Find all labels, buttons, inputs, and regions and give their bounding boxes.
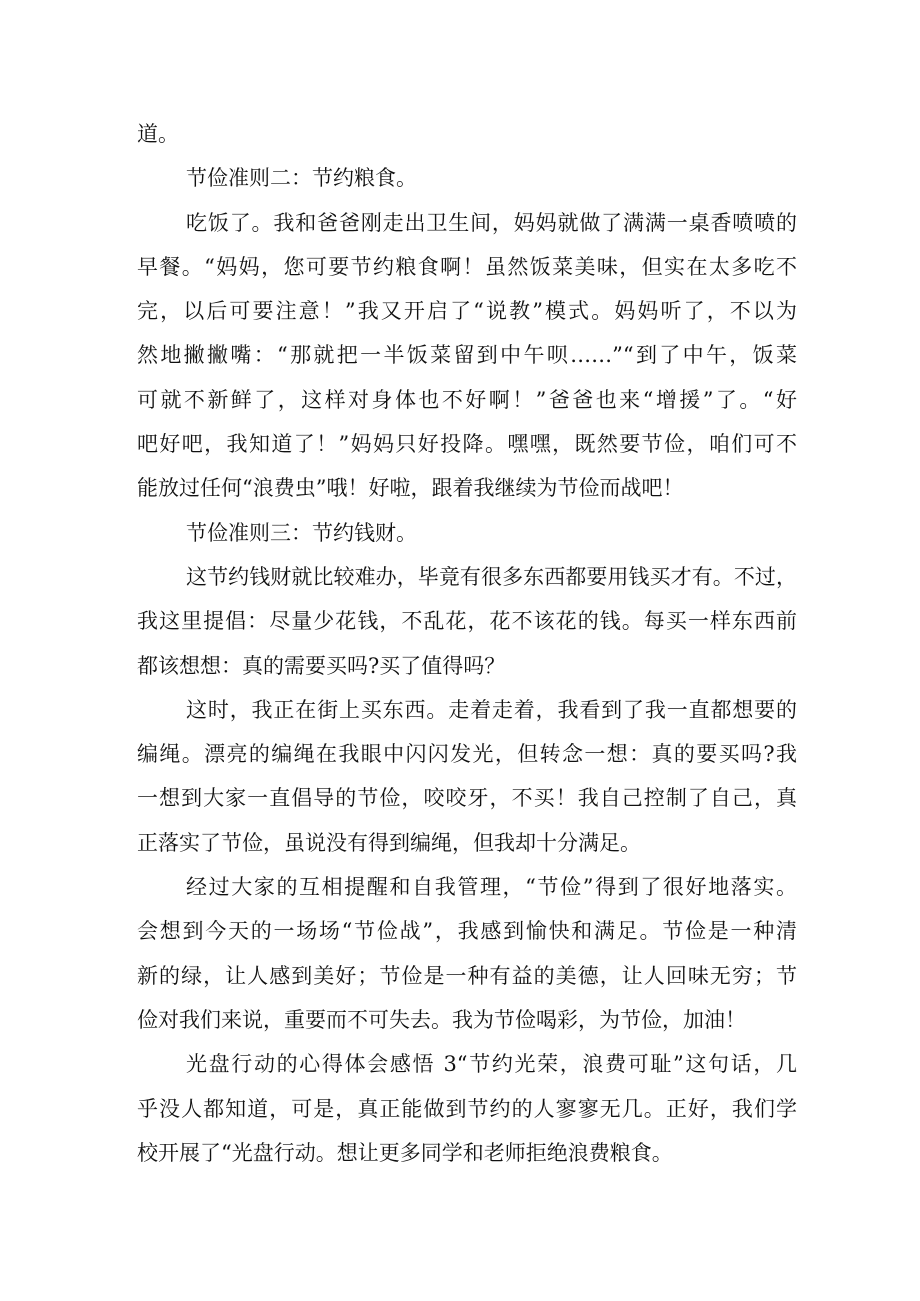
text-line: 早餐。“妈妈，您可要节约粮食啊！虽然饭菜美味，但实在太多吃不 bbox=[137, 254, 797, 279]
text-line: 完，以后可要注意！”我又开启了“说教”模式。妈妈听了，不以为 bbox=[137, 299, 797, 324]
text-line: 道。 bbox=[137, 122, 179, 146]
text-line: 吃饭了。我和爸爸刚走出卫生间，妈妈就做了满满一桌香喷喷的 bbox=[186, 210, 797, 235]
text-line: 光盘行动的心得体会感悟 3“节约光荣，浪费可耻”这句话，几 bbox=[186, 1052, 797, 1077]
text-line: 这节约钱财就比较难办，毕竟有很多东西都要用钱买才有。不过， bbox=[186, 564, 797, 589]
text-line: 我这里提倡：尽量少花钱，不乱花，花不该花的钱。每买一样东西前 bbox=[137, 609, 797, 634]
text-line: 能放过任何“浪费虫”哦！好啦，跟着我继续为节俭而战吧！ bbox=[137, 476, 684, 501]
text-line: 可就不新鲜了，这样对身体也不好啊！”爸爸也来“增援”了。“好 bbox=[137, 387, 797, 412]
text-line: 正落实了节俭，虽说没有得到编绳，但我却十分满足。 bbox=[137, 830, 641, 855]
text-line: 经过大家的互相提醒和自我管理，“节俭”得到了很好地落实。 bbox=[186, 875, 797, 900]
text-line: 俭对我们来说，重要而不可失去。我为节俭喝彩，为节俭，加油！ bbox=[137, 1007, 746, 1032]
text-line: 会想到今天的一场场“节俭战”，我感到愉快和满足。节俭是一种清 bbox=[137, 919, 797, 944]
text-line: 都该想想：真的需要买吗?买了值得吗？ bbox=[137, 653, 506, 678]
text-line: 新的绿，让人感到美好；节俭是一种有益的美德，让人回味无穷；节 bbox=[137, 963, 797, 988]
text-line: 一想到大家一直倡导的节俭，咬咬牙，不买！我自己控制了自己，真 bbox=[137, 786, 797, 811]
text-line: 校开展了“光盘行动。想让更多同学和老师拒绝浪费粮食。 bbox=[137, 1140, 673, 1165]
document-body bbox=[137, 112, 797, 1175]
text-line: 节俭准则三：节约钱财。 bbox=[186, 520, 417, 545]
text-line: 节俭准则二：节约粮食。 bbox=[186, 166, 417, 191]
text-line: 吧好吧，我知道了！”妈妈只好投降。嘿嘿，既然要节俭，咱们可不 bbox=[137, 432, 797, 457]
text-line: 编绳。漂亮的编绳在我眼中闪闪发光，但转念一想：真的要买吗?我 bbox=[137, 742, 797, 767]
text-line: 乎没人都知道，可是，真正能做到节约的人寥寥无几。正好，我们学 bbox=[137, 1096, 797, 1121]
text-line: 然地撇撇嘴：“那就把一半饭菜留到中午呗……”“到了中午，饭菜 bbox=[137, 343, 797, 368]
text-line: 这时，我正在街上买东西。走着走着，我看到了我一直都想要的 bbox=[186, 697, 797, 722]
